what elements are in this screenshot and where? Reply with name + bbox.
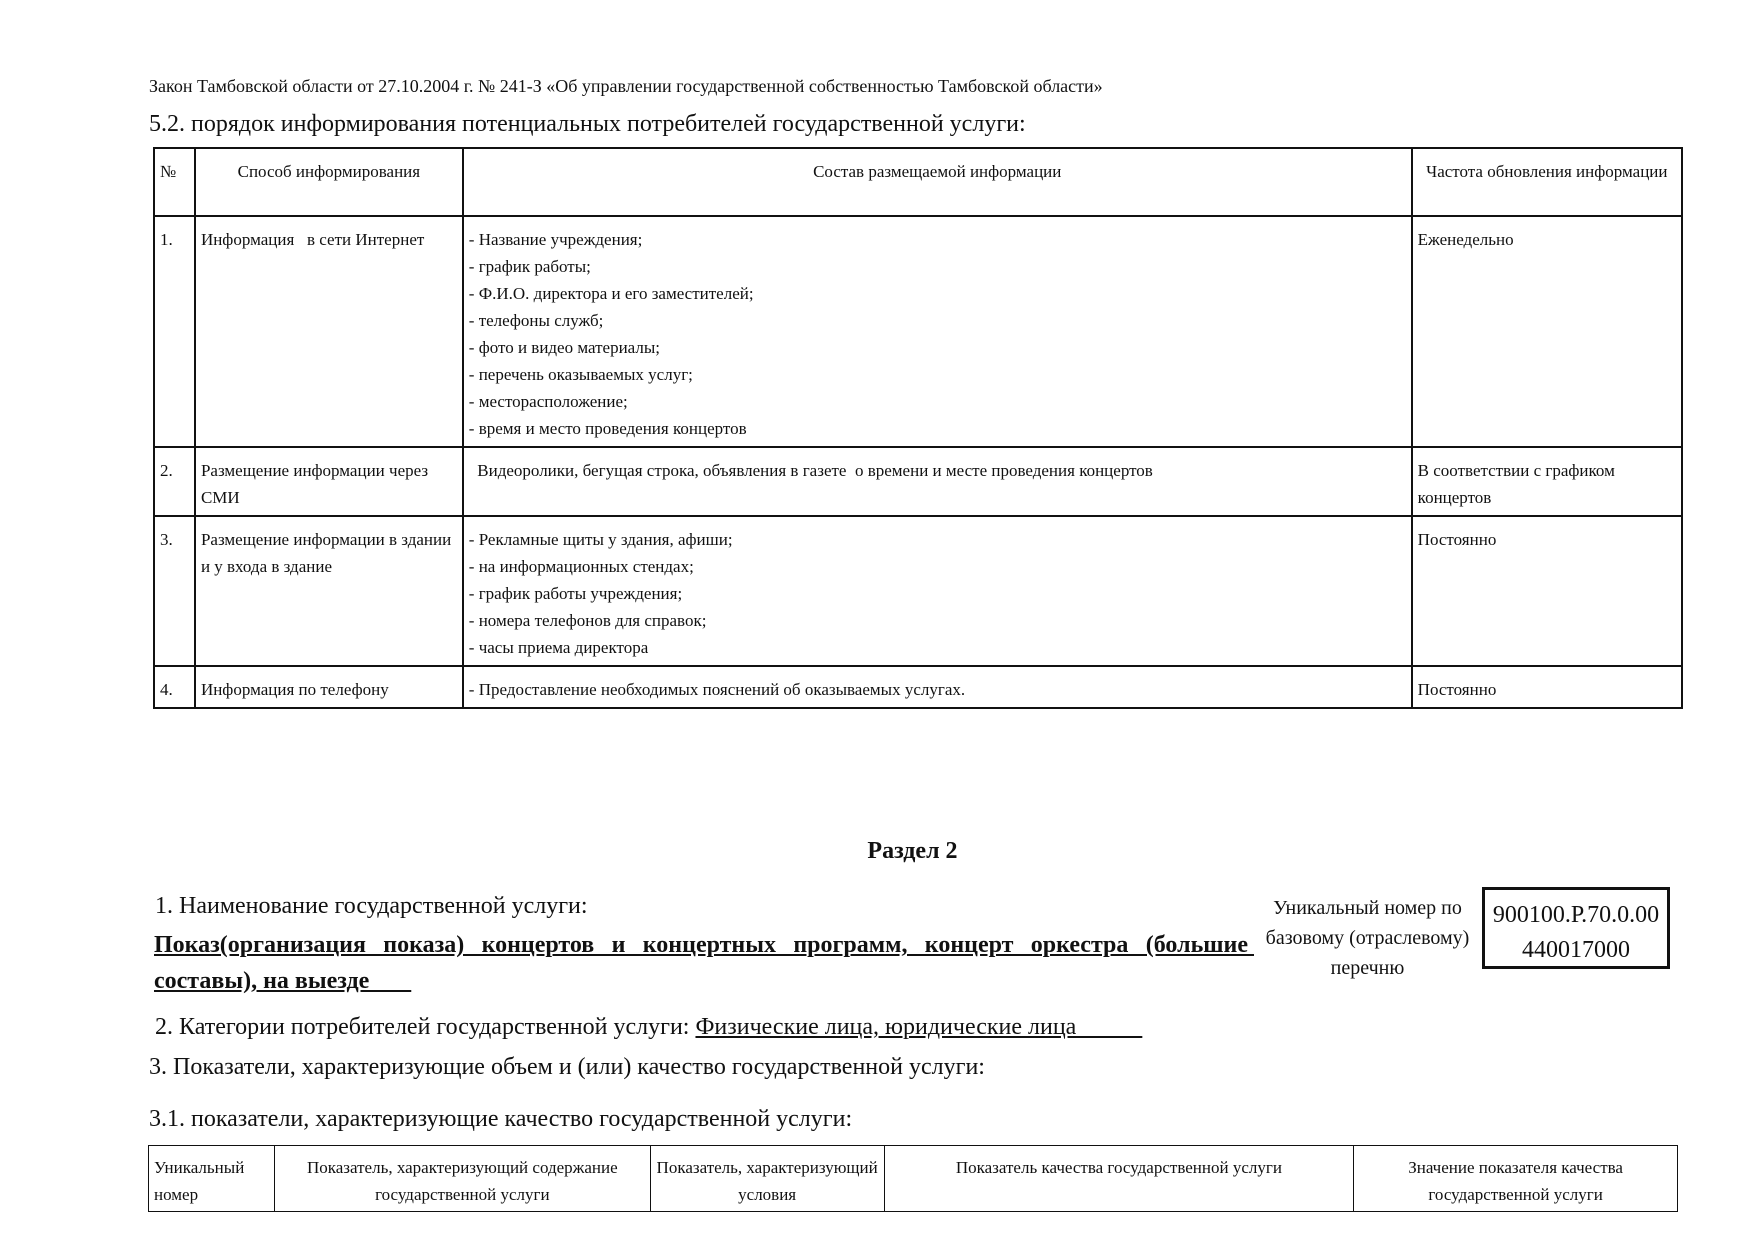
table-row [154,516,1682,666]
table-header-row [154,148,1682,216]
row-content [463,216,1412,447]
content-line: - время и место проведения концертов [468,419,747,438]
content-line: - перечень оказываемых услуг; [468,365,693,384]
indicators-label: 3. Показатели, характеризующие объем и (или) качество государственной услуги: [149,1054,985,1080]
row-num: 2. [154,447,195,516]
service-name: Показ(организация показа) концертов и концертных программ, концерт оркестра (большие составы), на выезде [154,932,1254,994]
row-frequency: Постоянно [1412,666,1682,708]
row-content [463,447,1412,516]
law-reference: Закон Тамбовской области от 27.10.2004 г. № 241-З «Об управлении государственной собственностью Тамбовской области» [149,76,1103,96]
table-row [154,447,1682,516]
row-method: Информация в сети Интернет [195,216,463,447]
table-header-row [149,1146,1678,1212]
header-frequency: Частота обновления информации [1412,148,1682,216]
row-frequency: Постоянно [1412,516,1682,666]
row-num: 4. [154,666,195,708]
unique-number-label: Уникальный номер по базовому (отраслевому) перечню [1265,897,1470,979]
consumers-value: Физические лица, юридические лица [695,1014,1143,1040]
header-unique-number: Уникальный номер [149,1146,275,1212]
row-method: Информация по телефону [195,666,463,708]
header-quality-value: Значение показателя качества государственной услуги [1354,1146,1678,1212]
content-line: - Ф.И.О. директора и его заместителей; [468,284,754,303]
quality-table [148,1145,1678,1212]
header-condition-indicator: Показатель, характеризующий условия [650,1146,884,1212]
content-line: - Предоставление необходимых пояснений об оказываемых услугах. [468,680,966,699]
header-content-indicator: Показатель, характеризующий содержание государственной услуги [274,1146,650,1212]
unique-number-line: 900100.Р.70.0.00 [1492,902,1660,928]
consumers-label: 2. Категории потребителей государственной услуги: [155,1014,696,1040]
section-5-2-heading: 5.2. порядок информирования потенциальных потребителей государственной услуги: [149,111,1026,137]
content-line: - фото и видео материалы; [468,338,660,357]
row-content [463,666,1412,708]
row-content [463,516,1412,666]
header-quality-indicator: Показатель качества государственной услуги [884,1146,1354,1212]
content-line: - часы приема директора [468,638,649,657]
section-title: Раздел 2 [867,838,958,864]
header-num: № [154,148,195,216]
row-method: Размещение информации через СМИ [195,447,463,516]
content-line: Видеоролики, бегущая строка, объявления в газете о времени и месте проведения концертов [468,461,1153,480]
content-line: - график работы учреждения; [468,584,683,603]
row-frequency: Еженедельно [1412,216,1682,447]
content-line: - телефоны служб; [468,311,604,330]
unique-number-line: 440017000 [1522,937,1630,963]
table-row [154,216,1682,447]
row-num: 1. [154,216,195,447]
header-content: Состав размещаемой информации [463,148,1412,216]
consumers-line [155,1014,1142,1041]
header-method: Способ информирования [195,148,463,216]
table-row [154,666,1682,708]
quality-label: 3.1. показатели, характеризующие качество государственной услуги: [149,1106,853,1132]
content-line: - на информационных стендах; [468,557,694,576]
service-name-label: 1. Наименование государственной услуги: [155,893,588,919]
content-line: - график работы; [468,257,591,276]
unique-number-box [1482,887,1670,969]
content-line: - месторасположение; [468,392,628,411]
content-line: - Название учреждения; [468,230,643,249]
content-line: - Рекламные щиты у здания, афиши; [468,530,733,549]
row-num: 3. [154,516,195,666]
row-method: Размещение информации в здании и у входа в здание [195,516,463,666]
content-line: - номера телефонов для справок; [468,611,707,630]
information-table [153,147,1683,709]
row-frequency: В соответствии с графиком концертов [1412,447,1682,516]
